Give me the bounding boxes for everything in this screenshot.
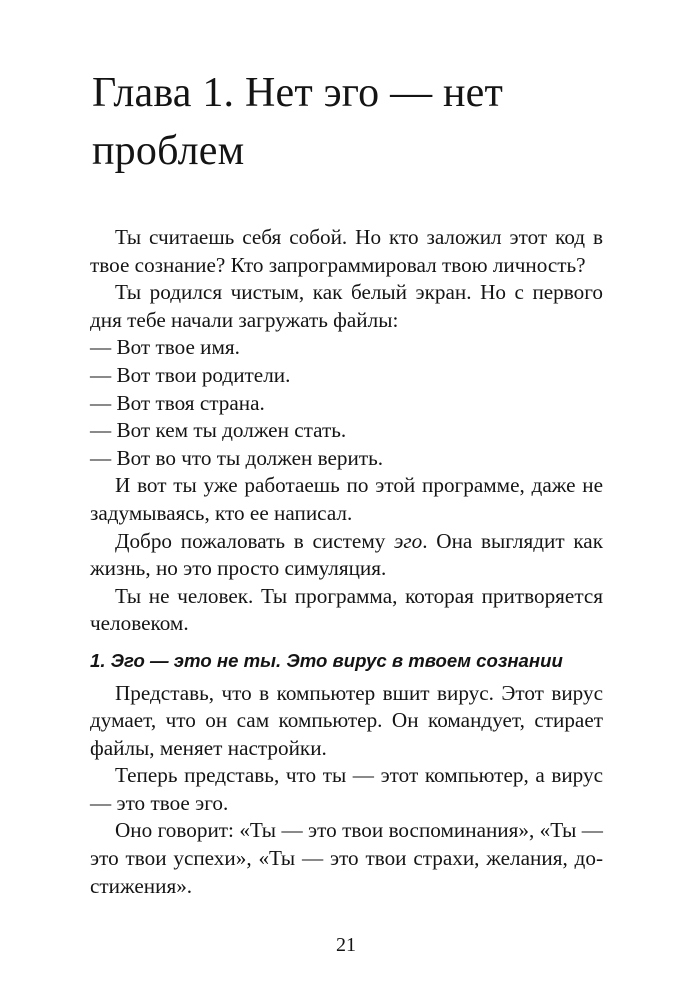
dash-list-item: — Вот во что ты должен верить.: [90, 445, 384, 470]
emphasis-text: эго: [394, 528, 423, 553]
paragraph-text: . Она выглядит как жизнь, но это просто симуляция.: [90, 528, 603, 581]
paragraph: Представь, что в компьютер вшит вирус. Этот вирус думает, что он сам компьютер. Он командует, стирает файлы, меняет настройки.: [90, 680, 603, 760]
paragraph: Ты не человек. Ты программа, которая притворяется человеком.: [90, 583, 603, 636]
chapter-title-line-1: Глава 1. Нет эго — нет: [92, 70, 504, 116]
paragraph: Ты считаешь себя собой. Но кто заложил этот код в твое сознание? Кто запрограммировал твою личность?: [90, 225, 603, 277]
paragraph: Оно говорит: «Ты — это твои воспоминания», «Ты — это твои успехи», «Ты — это твои страхи, желания, достижения».: [90, 818, 603, 898]
body-text: [90, 224, 603, 900]
paragraph: Теперь представь, что ты — этот компьютер, а вирус — это твое эго.: [90, 763, 603, 815]
paragraph: [90, 528, 603, 583]
chapter-title-line-2: проблем: [92, 128, 245, 174]
section-heading: 1. Эго — это не ты. Это вирус в твоем сознании: [90, 649, 563, 671]
paragraph: Ты родился чистым, как белый экран. Но с первого дня тебе начали загружать файлы:: [90, 280, 603, 332]
dash-list-item: — Вот твое имя.: [90, 335, 240, 360]
dash-list-item: — Вот твоя страна.: [90, 390, 265, 415]
chapter-title: [92, 64, 632, 180]
page-number: 21: [336, 934, 356, 956]
dash-list-item: — Вот кем ты должен стать.: [90, 418, 347, 443]
paragraph: И вот ты уже работаешь по этой программе, даже не задумываясь, кто ее написал.: [90, 473, 603, 525]
paragraph-text: Добро пожаловать в систему: [115, 528, 395, 553]
dash-list-item: — Вот твои родители.: [90, 362, 291, 387]
